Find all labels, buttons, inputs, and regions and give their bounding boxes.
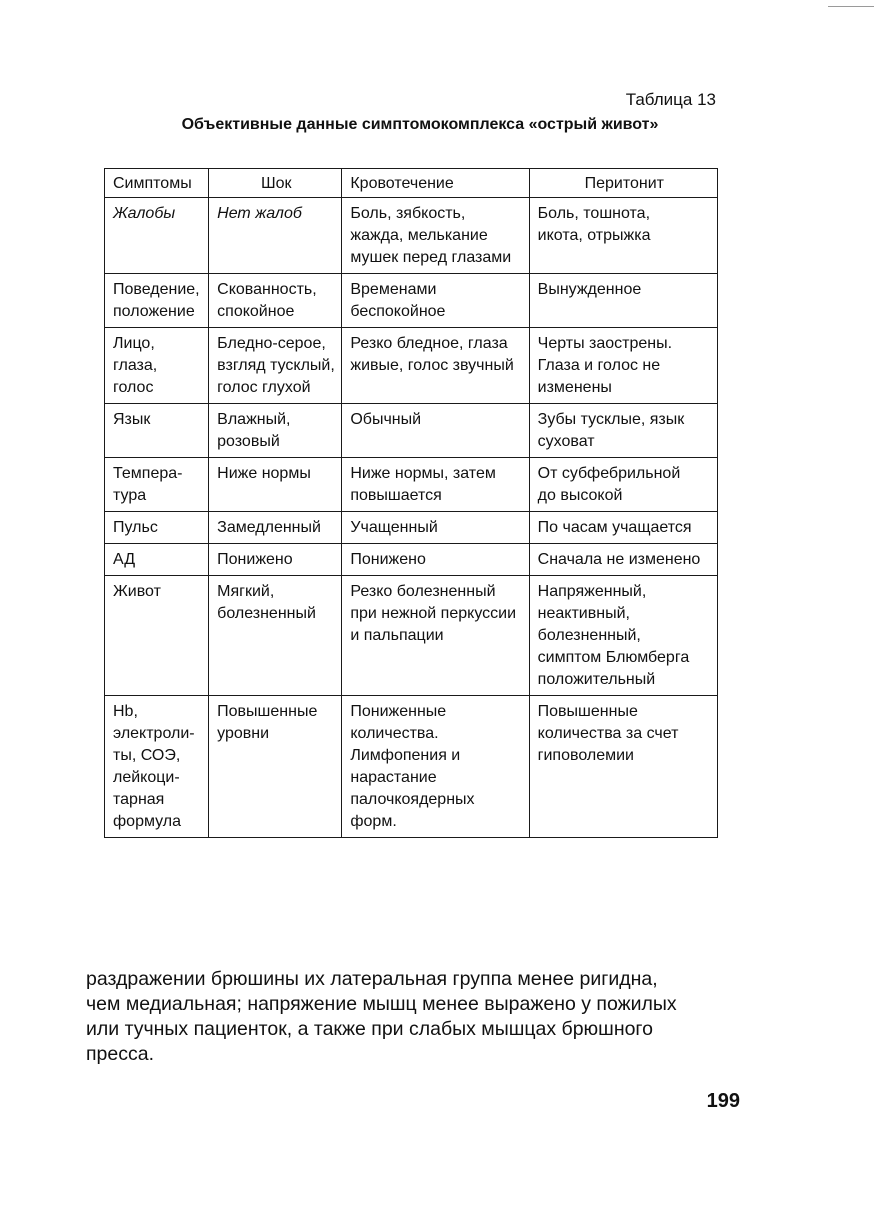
cell-shock: Мягкий, болезненный [209, 576, 342, 696]
table-row [105, 274, 718, 328]
cell-symptom: АД [105, 544, 209, 576]
table-row [105, 576, 718, 696]
cell-symptom: Поведение, положение [105, 274, 209, 328]
table-label: Таблица 13 [625, 90, 716, 109]
table-row [105, 328, 718, 404]
cell-peritonitis: От субфебрильной до высокой [529, 458, 717, 512]
cell-peritonitis: Вынужденное [529, 274, 717, 328]
header-shock: Шок [209, 169, 342, 198]
table-row [105, 198, 718, 274]
cell-bleeding: Обычный [342, 404, 529, 458]
cell-bleeding: Резко бледное, глаза живые, голос звучный [342, 328, 529, 404]
header-peritonitis: Перитонит [529, 169, 717, 198]
cell-symptom: Язык [105, 404, 209, 458]
cell-shock: Понижено [209, 544, 342, 576]
cell-peritonitis: Повышенные количества за счет гиповолемии [529, 696, 717, 838]
corner-rule [828, 6, 874, 7]
cell-bleeding: Учащенный [342, 512, 529, 544]
body-paragraph: раздражении брюшины их латеральная группа менее ригидна, чем медиальная; напряжение мышц менее выражено у пожилых или тучных пациенток, а также при слабых мышцах брюшного пресса. [86, 968, 677, 1065]
table-header-row [105, 169, 718, 198]
cell-peritonitis: Черты заострены. Глаза и голос не изменены [529, 328, 717, 404]
header-bleeding: Кровотечение [342, 169, 529, 198]
cell-symptom: Живот [105, 576, 209, 696]
table-title: Объективные данные симптомокомплекса «острый живот» [181, 116, 659, 133]
cell-shock: Повышенные уровни [209, 696, 342, 838]
header-symptoms: Симптомы [105, 169, 209, 198]
cell-shock: Нет жалоб [209, 198, 342, 274]
cell-symptom: Жалобы [105, 198, 209, 274]
table-row [105, 512, 718, 544]
cell-peritonitis: Напряженный, неактивный, болезненный, симптом Блюмберга положительный [529, 576, 717, 696]
page-number: 199 [706, 1090, 740, 1112]
symptom-table [104, 168, 718, 838]
cell-symptom: Темпера- тура [105, 458, 209, 512]
cell-shock: Влажный, розовый [209, 404, 342, 458]
cell-bleeding: Боль, зябкость, жажда, мелькание мушек перед глазами [342, 198, 529, 274]
cell-symptom: Пульс [105, 512, 209, 544]
cell-peritonitis: Сначала не изменено [529, 544, 717, 576]
cell-shock: Замедленный [209, 512, 342, 544]
table-row [105, 696, 718, 838]
cell-shock: Ниже нормы [209, 458, 342, 512]
cell-peritonitis: Зубы тусклые, язык суховат [529, 404, 717, 458]
cell-symptom: Лицо, глаза, голос [105, 328, 209, 404]
cell-bleeding: Временами беспокойное [342, 274, 529, 328]
cell-peritonitis: По часам учащается [529, 512, 717, 544]
cell-symptom: Hb, электроли- ты, СОЭ, лейкоци- тарная формула [105, 696, 209, 838]
table-row [105, 544, 718, 576]
cell-bleeding: Ниже нормы, затем повышается [342, 458, 529, 512]
cell-bleeding: Понижено [342, 544, 529, 576]
cell-bleeding: Пониженные количества. Лимфопения и нарастание палочкоядерных форм. [342, 696, 529, 838]
table-row [105, 458, 718, 512]
table-row [105, 404, 718, 458]
cell-shock: Скованность, спокойное [209, 274, 342, 328]
cell-bleeding: Резко болезненный при нежной перкуссии и пальпации [342, 576, 529, 696]
cell-shock: Бледно-серое, взгляд тусклый, голос глухой [209, 328, 342, 404]
cell-peritonitis: Боль, тошнота, икота, отрыжка [529, 198, 717, 274]
